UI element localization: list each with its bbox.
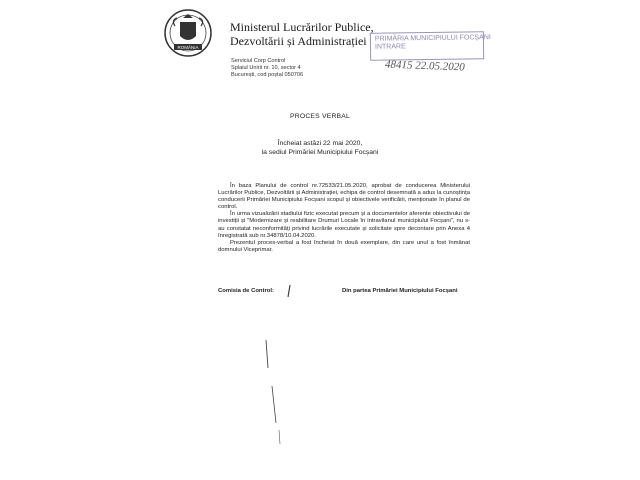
address-line-2: Splaiul Unirii nr. 10, sector 4	[231, 64, 301, 71]
body-paragraph-1: În baza Planului de control nr.72533/21.05.2020, aprobat de conducerea Ministerului Lucrărilor Publice, Dezvoltării și Administrației, echipa de control desemnată a adus la cunoștința conducerii Primăriei Municipiului Focșani scopul și obiectivele verificării, menționate în planul de control.	[218, 183, 470, 211]
coat-of-arms-icon	[163, 8, 213, 58]
body-paragraph-3: Prezentul proces-verbal a fost încheiat în două exemplare, din care unul a fost înmânat domnului Viceprimar.	[218, 239, 470, 253]
stamp-line-1: PRIMĂRIA MUNICIPIULUI FOCȘANI	[374, 34, 491, 43]
sender-address	[231, 58, 303, 78]
registration-stamp	[370, 31, 491, 61]
document-subtitle-line-2: la sediul Primăriei Municipiului Focșani	[261, 149, 379, 156]
address-line-1: Serviciul Corp Control	[231, 58, 286, 64]
signature-label-commission: Comisia de Control:	[218, 288, 274, 294]
document-body	[218, 183, 470, 254]
ministry-line-2: Dezvoltării și Administrației	[230, 34, 367, 48]
document-subtitle-line-1: Încheiat astăzi 22 mai 2020,	[277, 140, 363, 147]
handwritten-signature	[258, 338, 284, 448]
address-line-3: București, cod poștal 050706	[231, 71, 304, 78]
signature-mark-commission	[285, 284, 293, 298]
ministry-line-1: Ministerul Lucrărilor Publice,	[230, 20, 374, 34]
logo-text: ROMÂNIA	[177, 45, 199, 50]
signature-label-city-hall: Din partea Primăriei Municipiului Focșani	[342, 288, 458, 294]
stamp-registration-number: 48415 22.05.2020	[384, 58, 465, 74]
ministry-heading	[230, 20, 374, 48]
body-paragraph-2: În urma vizualizării stadiului fizic executat precum și a documentelor aferente obiectivului de investiții și "Modernizare și reabilitare Drumuri Locale în intravilanul municipiului Focșani", nu s-au constatat neconformități privind lucrările executate și solicitate spre decontare prin Anexa 4 înregistrată sub nr.34878/10.04.2020.	[218, 211, 470, 239]
document-title: PROCES VERBAL	[289, 113, 350, 120]
stamp-line-2: INTRARE	[374, 43, 406, 51]
